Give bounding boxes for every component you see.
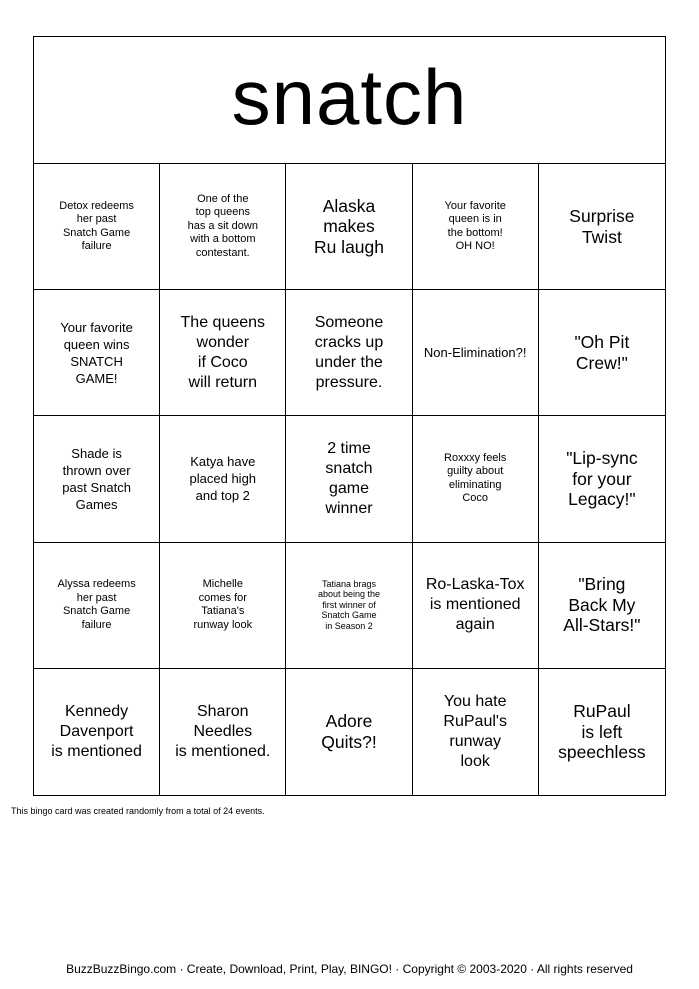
- bingo-grid: [34, 164, 665, 795]
- bingo-cell-text: Roxxxy feels guilty about eliminating Coco: [444, 451, 507, 505]
- bingo-cell[interactable]: [34, 669, 160, 795]
- card-note: This bingo card was created randomly from a total of 24 events.: [11, 806, 265, 816]
- bingo-cell-text: 2 time snatch game winner: [325, 439, 373, 517]
- bingo-cell[interactable]: [34, 416, 160, 542]
- bingo-cell-text: Your favorite queen is in the bottom! OH NO!: [444, 199, 506, 253]
- bingo-cell[interactable]: [539, 290, 665, 416]
- bingo-cell-text: The queens wonder if Coco will return: [180, 313, 266, 391]
- bingo-card: [33, 36, 666, 796]
- bingo-cell[interactable]: [34, 543, 160, 669]
- card-title: snatch: [231, 53, 468, 141]
- bingo-cell-text: "Lip-sync for your Legacy!": [566, 448, 638, 510]
- bingo-cell-text: Alyssa redeems her past Snatch Game failure: [57, 578, 136, 631]
- bingo-cell-text: RuPaul is left speechless: [558, 701, 646, 763]
- bingo-cell[interactable]: [286, 416, 412, 542]
- bingo-cell-text: You hate RuPaul's runway look: [443, 692, 507, 770]
- bingo-cell-text: Detox redeems her past Snatch Game failure: [59, 199, 134, 253]
- bingo-cell-text: Ro-Laska-Tox is mentioned again: [425, 576, 525, 634]
- bingo-cell[interactable]: [539, 416, 665, 542]
- bingo-cell[interactable]: [286, 669, 412, 795]
- bingo-cell-text: Michelle comes for Tatiana's runway look: [193, 578, 253, 631]
- bingo-cell-text: Your favorite queen wins SNATCH GAME!: [60, 319, 133, 386]
- bingo-cell-text: Shade is thrown over past Snatch Games: [62, 445, 131, 512]
- bingo-cell[interactable]: [160, 669, 286, 795]
- bingo-cell[interactable]: [286, 543, 412, 669]
- bingo-cell-text: One of the top queens has a sit down with a bottom contestant.: [187, 192, 258, 259]
- bingo-cell[interactable]: [539, 164, 665, 290]
- bingo-cell[interactable]: [160, 416, 286, 542]
- bingo-cell[interactable]: [413, 669, 539, 795]
- bingo-cell-text: Sharon Needles is mentioned.: [175, 702, 271, 760]
- bingo-cell-text: Non-Elimination?!: [423, 345, 527, 361]
- bingo-cell[interactable]: [34, 290, 160, 416]
- footer-text: BuzzBuzzBingo.com · Create, Download, Print, Play, BINGO! · Copyright © 2003-2020 · All rights reserved: [66, 962, 633, 976]
- bingo-cell[interactable]: [34, 164, 160, 290]
- bingo-cell-text: Adore Quits?!: [321, 711, 377, 752]
- bingo-cell[interactable]: [160, 290, 286, 416]
- bingo-cell[interactable]: [413, 164, 539, 290]
- bingo-cell[interactable]: [539, 543, 665, 669]
- bingo-cell-text: Alaska makes Ru laugh: [313, 195, 385, 257]
- bingo-cell-text: Katya have placed high and top 2: [189, 454, 257, 504]
- card-title-box: [34, 37, 665, 164]
- bingo-cell-text: Someone cracks up under the pressure.: [314, 313, 384, 391]
- bingo-cell-text: "Bring Back My All-Stars!": [563, 574, 641, 636]
- bingo-cell[interactable]: [286, 290, 412, 416]
- bingo-cell[interactable]: [160, 164, 286, 290]
- bingo-cell[interactable]: [413, 290, 539, 416]
- bingo-cell[interactable]: [160, 543, 286, 669]
- bingo-cell[interactable]: [413, 543, 539, 669]
- bingo-cell-text: Tatiana brags about being the first winner of Snatch Game in Season 2: [317, 578, 381, 631]
- bingo-cell-text: Surprise Twist: [569, 206, 635, 247]
- bingo-cell-text: "Oh Pit Crew!": [574, 332, 630, 373]
- bingo-cell[interactable]: [286, 164, 412, 290]
- bingo-cell[interactable]: [413, 416, 539, 542]
- bingo-cell[interactable]: [539, 669, 665, 795]
- bingo-cell-text: Kennedy Davenport is mentioned: [51, 702, 142, 760]
